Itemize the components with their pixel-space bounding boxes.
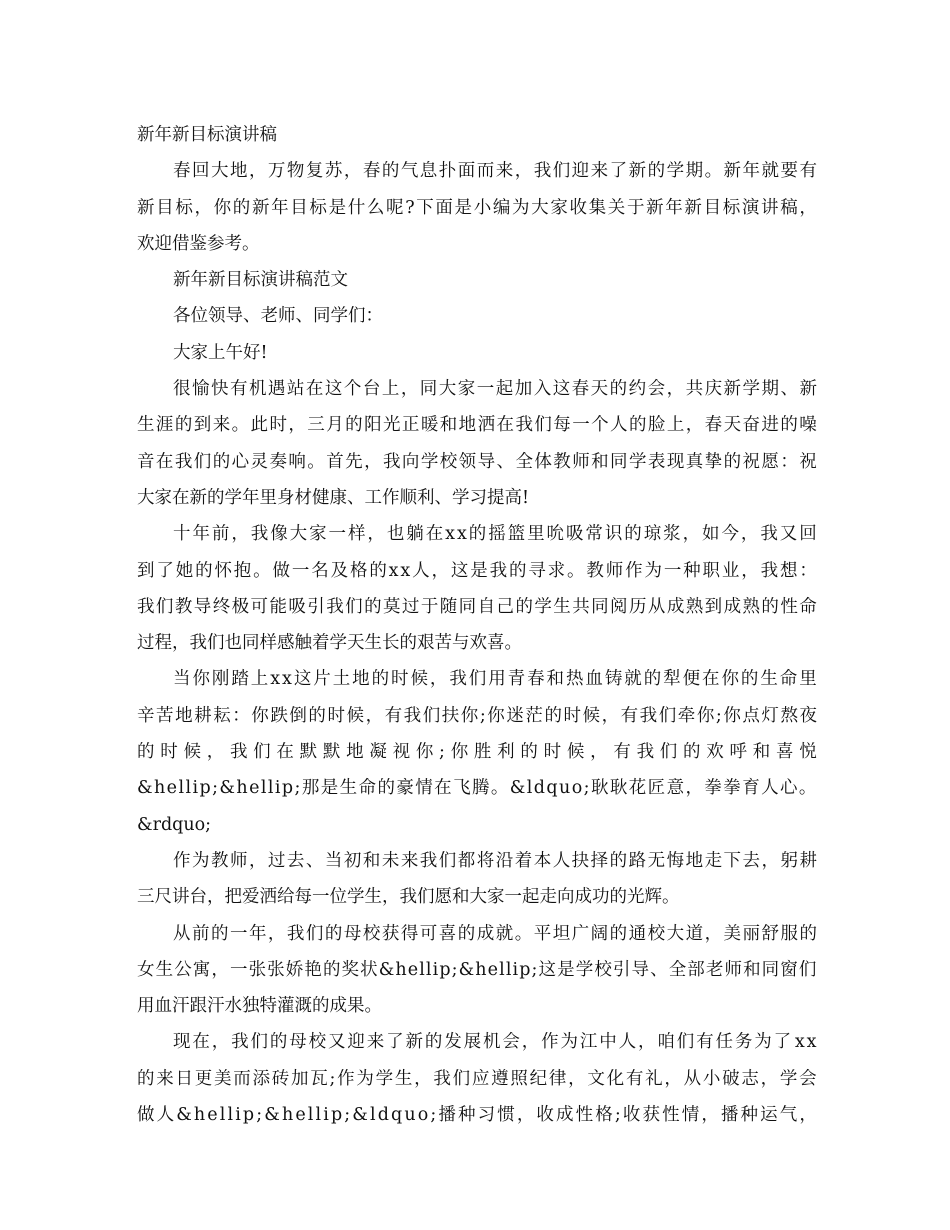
text-line: 各位领导、老师、同学们： [173,306,383,327]
text-line: 的 时 候 ， 我 们 在 默 默 地 凝 视 你 ; 你 胜 利 的 时 候 ， 有 我 们 的 欢 呼 和 喜 悦 [137,742,817,763]
text-line: 做 人 & h e l l i p ; & h e l l i p ; & l d q u o ; 播 种 习 惯 ， 收 成 性 格 ; 收 获 性 情 ， 播 种 运 气 ， [137,1105,817,1126]
text-line: 的 来 日 更 美 而 添 砖 加 瓦 ; 作 为 学 生 ， 我 们 应 遵 照 纪 律 ， 文 化 有 礼 ， 从 小 破 志 ， 学 会 [137,1068,817,1089]
text-line: 音 在 我 们 的 心 灵 奏 响 。 首 先 ， 我 向 学 校 领 导 、 全 体 教 师 和 同 学 表 现 真 挚 的 祝 愿 ： 祝 [137,451,817,472]
text-line: 女 生 公 寓 ， 一 张 张 娇 艳 的 奖 状 & h e l l i p ; & h e l l i p ; 这 是 学 校 引 导 、 全 部 老 师 和 同 窗 们 [137,959,817,980]
text-line: & h e l l i p ; & h e l l i p ; 那 是 生 命 的 豪 情 在 飞 腾 。 & l d q u o ; 耿 耿 花 匠 意 ， 拳 拳 育 人 心 。 [137,778,817,799]
text-line: 到 了 她 的 怀 抱 。 做 一 名 及 格 的 x x 人 ， 这 是 我 的 寻 求 。 教 师 作 为 一 种 职 业 ， 我 想 ： [137,560,817,581]
text-line: 三尺讲台，把爱洒给每一位学生，我们愿和大家一起走向成功的光辉。 [137,887,680,908]
text-line: 过程，我们也同样感触着学天生长的艰苦与欢喜。 [137,633,522,654]
text-line: 十 年 前 ， 我 像 大 家 一 样 ， 也 躺 在 x x 的 摇 篮 里 吮 吸 常 识 的 琼 浆 ， 如 今 ， 我 又 回 [173,524,817,545]
text-line: 春 回 大 地 ， 万 物 复 苏 ， 春 的 气 息 扑 面 而 来 ， 我 们 迎 来 了 新 的 学 期 。 新 年 就 要 有 [173,161,817,182]
text-line: 很 愉 快 有 机 遇 站 在 这 个 台 上 ， 同 大 家 一 起 加 入 这 春 天 的 约 会 ， 共 庆 新 学 期 、 新 [173,379,817,400]
text-line: 用血汗跟汗水独特灌溉的成果。 [137,996,382,1017]
text-line: &rdquo; [137,814,212,835]
text-line: 生 涯 的 到 来 。 此 时 ， 三 月 的 阳 光 正 暖 和 地 洒 在 我 们 每 一 个 人 的 脸 上 ， 春 天 奋 进 的 噪 [137,415,817,436]
text-line: 新年新目标演讲稿范文 [173,270,348,291]
document-body [137,117,817,1133]
document-title: 新年新目标演讲稿 [137,125,277,145]
text-line: 我 们 教 导 终 极 可 能 吸 引 我 们 的 莫 过 于 随 同 自 己 的 学 生 共 同 阅 历 从 成 熟 到 成 熟 的 性 命 [137,596,817,617]
text-line: 大家上午好! [173,342,268,363]
text-line: 辛 苦 地 耕 耘 ： 你 跌 倒 的 时 候 ， 有 我 们 扶 你 ; 你 迷 茫 的 时 候 ， 有 我 们 牵 你 ; 你 点 灯 熬 夜 [137,705,817,726]
text-line: 新 目 标 ， 你 的 新 年 目 标 是 什 么 呢 ? 下 面 是 小 编 为 大 家 收 集 关 于 新 年 新 目 标 演 讲 稿 ， [137,197,817,218]
text-line: 当 你 刚 踏 上 x x 这 片 土 地 的 时 候 ， 我 们 用 青 春 和 热 血 铸 就 的 犁 便 在 你 的 生 命 里 [173,669,817,690]
text-line: 从 前 的 一 年 ， 我 们 的 母 校 获 得 可 喜 的 成 就 。 平 坦 广 阔 的 通 校 大 道 ， 美 丽 舒 服 的 [173,923,817,944]
text-line: 欢迎借鉴参考。 [137,233,260,254]
text-line: 大家在新的学年里身材健康、工作顺利、学习提高! [137,487,530,508]
text-line: 现 在 ， 我 们 的 母 校 又 迎 来 了 新 的 发 展 机 会 ， 作 为 江 中 人 ， 咱 们 有 任 务 为 了 x x [173,1032,817,1053]
text-line: 作 为 教 师 ， 过 去 、 当 初 和 未 来 我 们 都 将 沿 着 本 人 抉 择 的 路 无 悔 地 走 下 去 ， 躬 耕 [173,850,817,871]
